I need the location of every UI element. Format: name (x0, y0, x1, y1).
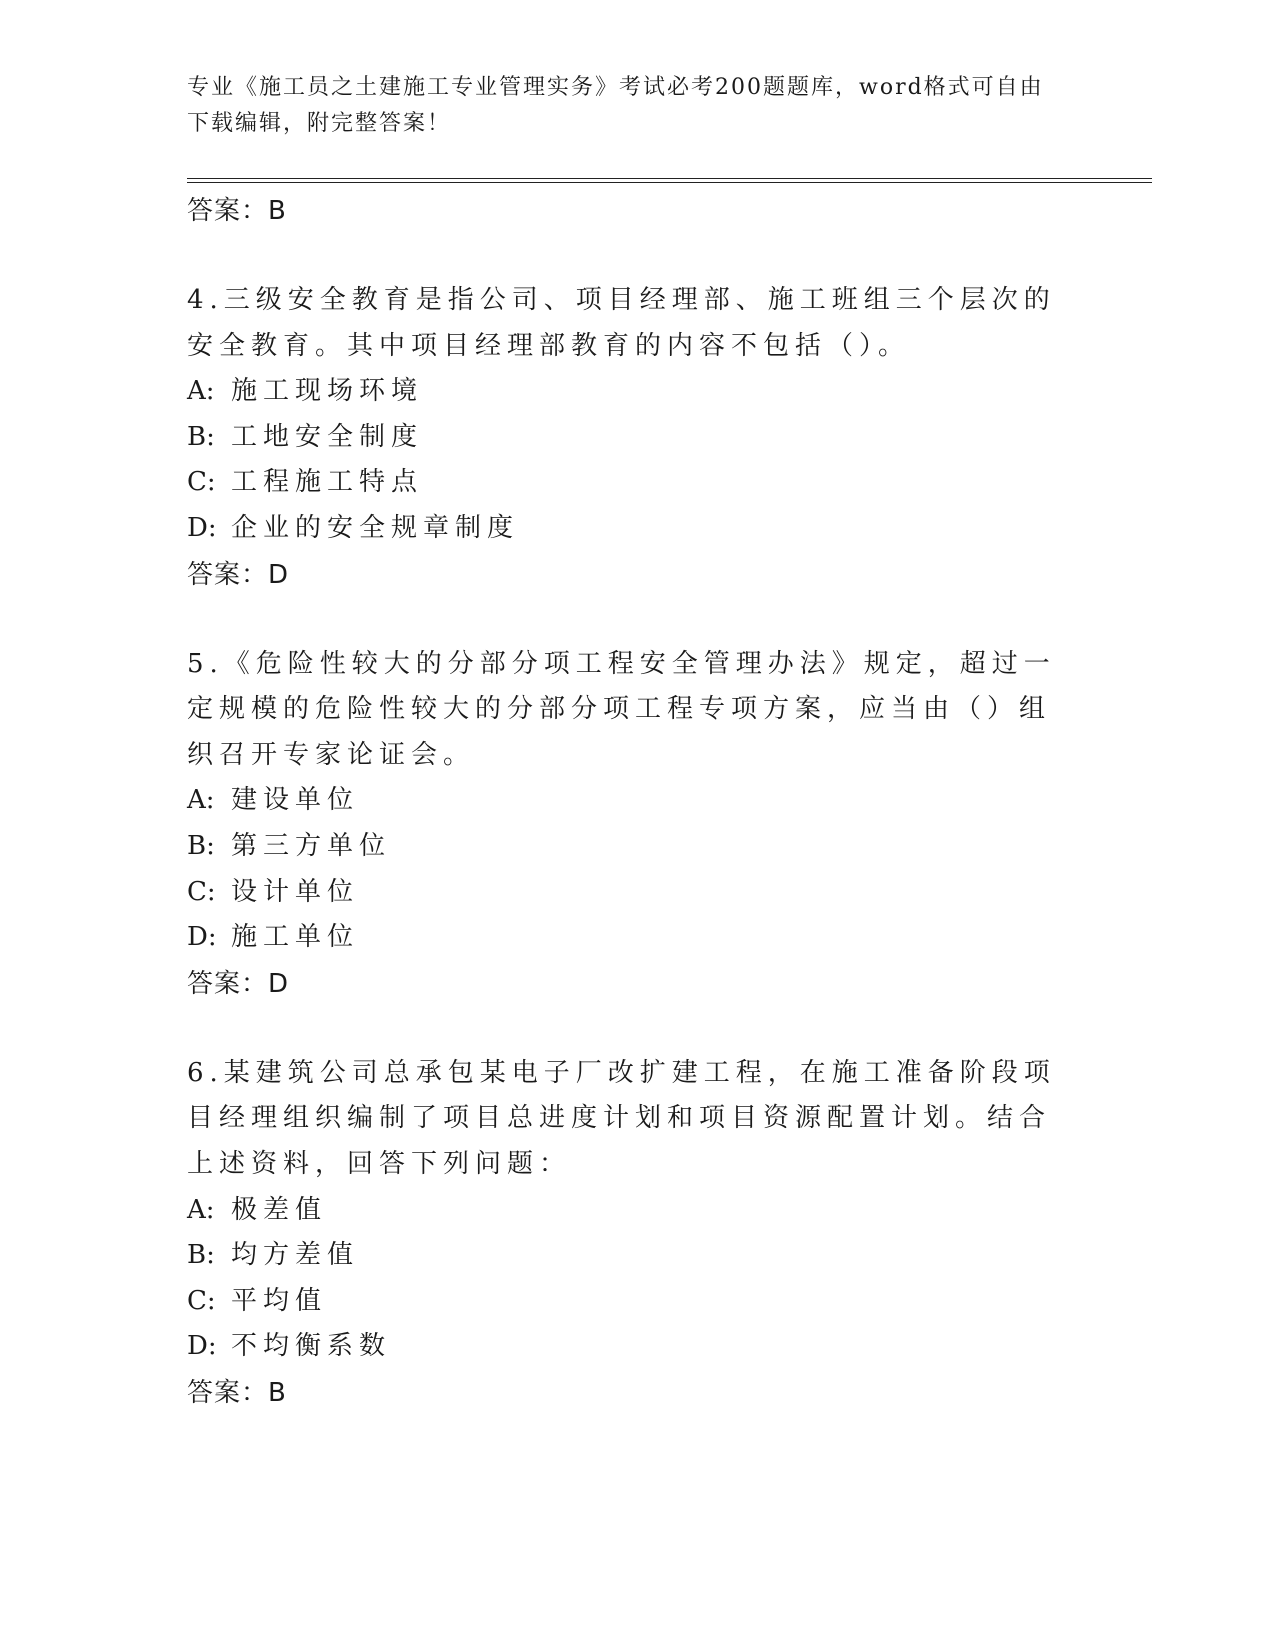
option-text: 施工单位 (231, 922, 360, 953)
option-letter: A: (187, 785, 215, 816)
option-letter: C: (187, 1285, 216, 1316)
option-b (187, 1233, 1067, 1279)
option-text: 工地安全制度 (231, 421, 424, 452)
option-d (187, 1324, 1067, 1370)
option-d (187, 915, 1067, 961)
page-header: 专业《施工员之土建施工专业管理实务》考试必考200题题库，word格式可自由下载编辑，附完整答案！ (187, 75, 1044, 136)
option-letter: C: (187, 467, 216, 498)
option-c (187, 460, 1067, 506)
previous-answer: 答案：B (187, 196, 287, 226)
option-a (187, 369, 1067, 415)
option-letter: B: (187, 421, 215, 452)
option-a (187, 1188, 1067, 1234)
question-5 (187, 642, 1067, 1007)
option-letter: D: (187, 922, 217, 953)
option-a (187, 778, 1067, 824)
option-text: 建设单位 (231, 785, 360, 816)
answer: 答案：D (187, 559, 290, 590)
question-4 (187, 278, 1067, 598)
option-text: 极差值 (231, 1194, 328, 1225)
option-letter: C: (187, 876, 216, 907)
option-c (187, 870, 1067, 916)
option-text: 企业的安全规章制度 (231, 512, 520, 543)
option-b (187, 824, 1067, 870)
answer: 答案：B (187, 1377, 287, 1408)
option-letter: A: (187, 376, 215, 407)
question-text: 6.某建筑公司总承包某电子厂改扩建工程，在施工准备阶段项目经理组织编制了项目总进度计划和项目资源配置计划。结合上述资料，回答下列问题： (187, 1057, 1056, 1179)
option-text: 平均值 (231, 1285, 328, 1316)
option-text: 工程施工特点 (231, 467, 424, 498)
option-d (187, 506, 1067, 552)
option-letter: D: (187, 1331, 217, 1362)
question-text: 4.三级安全教育是指公司、项目经理部、施工班组三个层次的安全教育。其中项目经理部教育的内容不包括（）。 (187, 285, 1056, 361)
option-text: 设计单位 (231, 876, 360, 907)
answer: 答案：D (187, 968, 290, 999)
option-letter: D: (187, 512, 217, 543)
option-text: 均方差值 (231, 1240, 360, 1271)
option-b (187, 415, 1067, 461)
question-6 (187, 1051, 1067, 1416)
option-text: 不均衡系数 (231, 1331, 392, 1362)
option-text: 第三方单位 (231, 830, 392, 861)
header-divider (187, 178, 1152, 183)
option-letter: A: (187, 1194, 215, 1225)
option-letter: B: (187, 1240, 215, 1271)
option-letter: B: (187, 830, 215, 861)
question-list (187, 188, 1067, 1460)
option-text: 施工现场环境 (231, 376, 424, 407)
option-c (187, 1279, 1067, 1325)
question-text: 5.《危险性较大的分部分项工程安全管理办法》规定，超过一定规模的危险性较大的分部分项工程专项方案，应当由（）组织召开专家论证会。 (187, 648, 1056, 770)
